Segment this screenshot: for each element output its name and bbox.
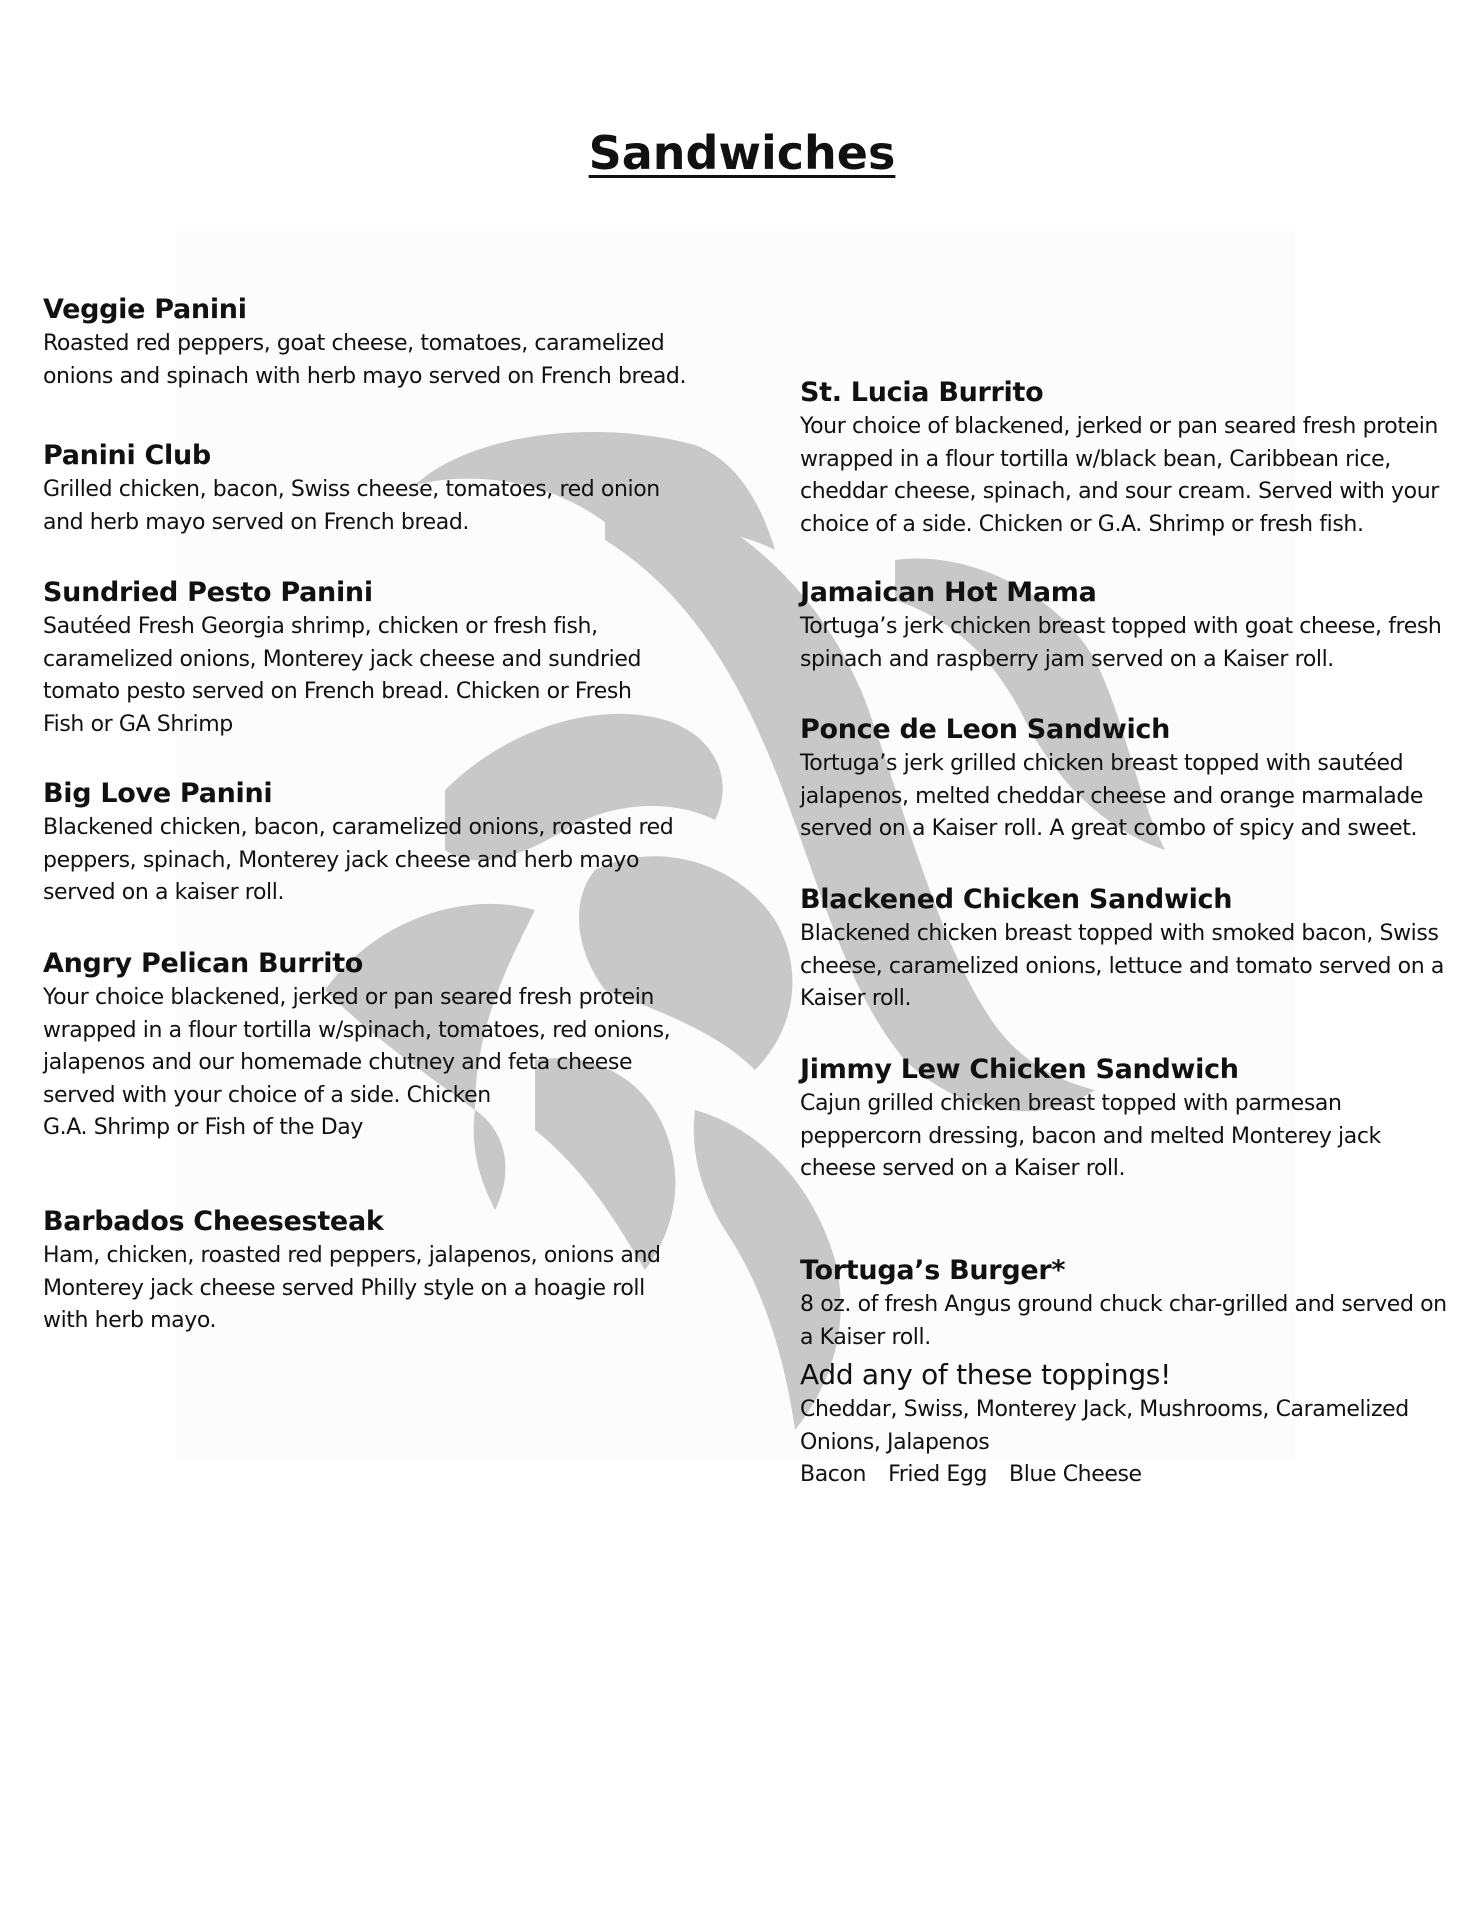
toppings-heading: Add any of these toppings! — [800, 1358, 1172, 1391]
menu-item-jamaican-hot-mama — [800, 575, 1484, 676]
menu-item-big-love-panini — [43, 776, 723, 910]
menu-item-tortugas-burger — [800, 1253, 1484, 1492]
menu-item-sundried-pesto-panini — [43, 575, 723, 741]
topping-fried-egg: Fried Egg — [888, 1462, 988, 1487]
item-name: Blackened Chicken Sandwich — [800, 884, 1233, 915]
item-description: Tortuga’s jerk chicken breast topped with goat cheese, fresh spinach and raspberry jam served on a Kaiser roll. — [800, 614, 1442, 672]
menu-item-angry-pelican-burrito — [43, 946, 723, 1145]
item-description: Cajun grilled chicken breast topped with parmesan peppercorn dressing, bacon and melted Monterey jack cheese served on a Kaiser roll. — [800, 1091, 1381, 1181]
topping-blue-cheese: Blue Cheese — [1009, 1462, 1142, 1487]
menu-item-st-lucia-burrito — [800, 375, 1484, 541]
item-name: Ponce de Leon Sandwich — [800, 714, 1171, 745]
item-description: Tortuga’s jerk grilled chicken breast topped with sautéed jalapenos, melted cheddar cheese and orange marmalade served on a Kaiser roll. A great combo of spicy and sweet. — [800, 751, 1424, 841]
menu-item-veggie-panini — [43, 292, 723, 393]
item-name: Tortuga’s Burger* — [800, 1255, 1066, 1286]
menu-item-panini-club — [43, 438, 723, 539]
item-description: Sautéed Fresh Georgia shrimp, chicken or fresh fish, caramelized onions, Monterey jack cheese and sundried tomato pesto served on French bread. Chicken or Fresh Fish or GA Shrimp — [43, 614, 642, 737]
item-name: Big Love Panini — [43, 778, 273, 809]
page-title: Sandwiches — [588, 126, 896, 180]
item-description: Your choice of blackened, jerked or pan seared fresh protein wrapped in a flour tortilla w/black bean, Caribbean rice, cheddar cheese, spinach, and sour cream. Served with your choice of a side. Chicken or G.A. Shrimp or fresh fish. — [800, 414, 1439, 537]
item-name: Panini Club — [43, 440, 211, 471]
item-description: Grilled chicken, bacon, Swiss cheese, tomatoes, red onion and herb mayo served on French bread. — [43, 477, 660, 535]
menu-item-ponce-de-leon-sandwich — [800, 712, 1484, 846]
item-description: Your choice blackened, jerked or pan seared fresh protein wrapped in a flour tortilla w/spinach, tomatoes, red onions, jalapenos and our homemade chutney and feta cheese served with your choice of a side. Chicken G.A. Shrimp or Fish of the Day — [43, 985, 671, 1140]
item-description: Blackened chicken breast topped with smoked bacon, Swiss cheese, caramelized onions, lettuce and tomato served on a Kaiser roll. — [800, 921, 1444, 1011]
item-name: Sundried Pesto Panini — [43, 577, 373, 608]
menu-item-barbados-cheesesteak — [43, 1204, 723, 1338]
item-description: Roasted red peppers, goat cheese, tomatoes, caramelized onions and spinach with herb mayo served on French bread. — [43, 331, 687, 389]
menu-item-jimmy-lew-chicken-sandwich — [800, 1052, 1484, 1186]
item-name: Angry Pelican Burrito — [43, 948, 364, 979]
toppings-extras — [800, 1459, 1484, 1492]
menu-item-blackened-chicken-sandwich — [800, 882, 1484, 1016]
toppings-list: Cheddar, Swiss, Monterey Jack, Mushrooms, Caramelized Onions, Jalapenos — [800, 1397, 1409, 1455]
item-name: Veggie Panini — [43, 294, 247, 325]
item-name: Jamaican Hot Mama — [800, 577, 1097, 608]
item-name: Jimmy Lew Chicken Sandwich — [800, 1054, 1239, 1085]
item-name: Barbados Cheesesteak — [43, 1206, 384, 1237]
item-description: Blackened chicken, bacon, caramelized onions, roasted red peppers, spinach, Monterey jack cheese and herb mayo served on a kaiser roll. — [43, 815, 674, 905]
topping-bacon: Bacon — [800, 1462, 867, 1487]
item-description: 8 oz. of fresh Angus ground chuck char-grilled and served on a Kaiser roll. — [800, 1292, 1447, 1350]
item-description: Ham, chicken, roasted red peppers, jalapenos, onions and Monterey jack cheese served Philly style on a hoagie roll with herb mayo. — [43, 1243, 661, 1333]
item-name: St. Lucia Burrito — [800, 377, 1044, 408]
